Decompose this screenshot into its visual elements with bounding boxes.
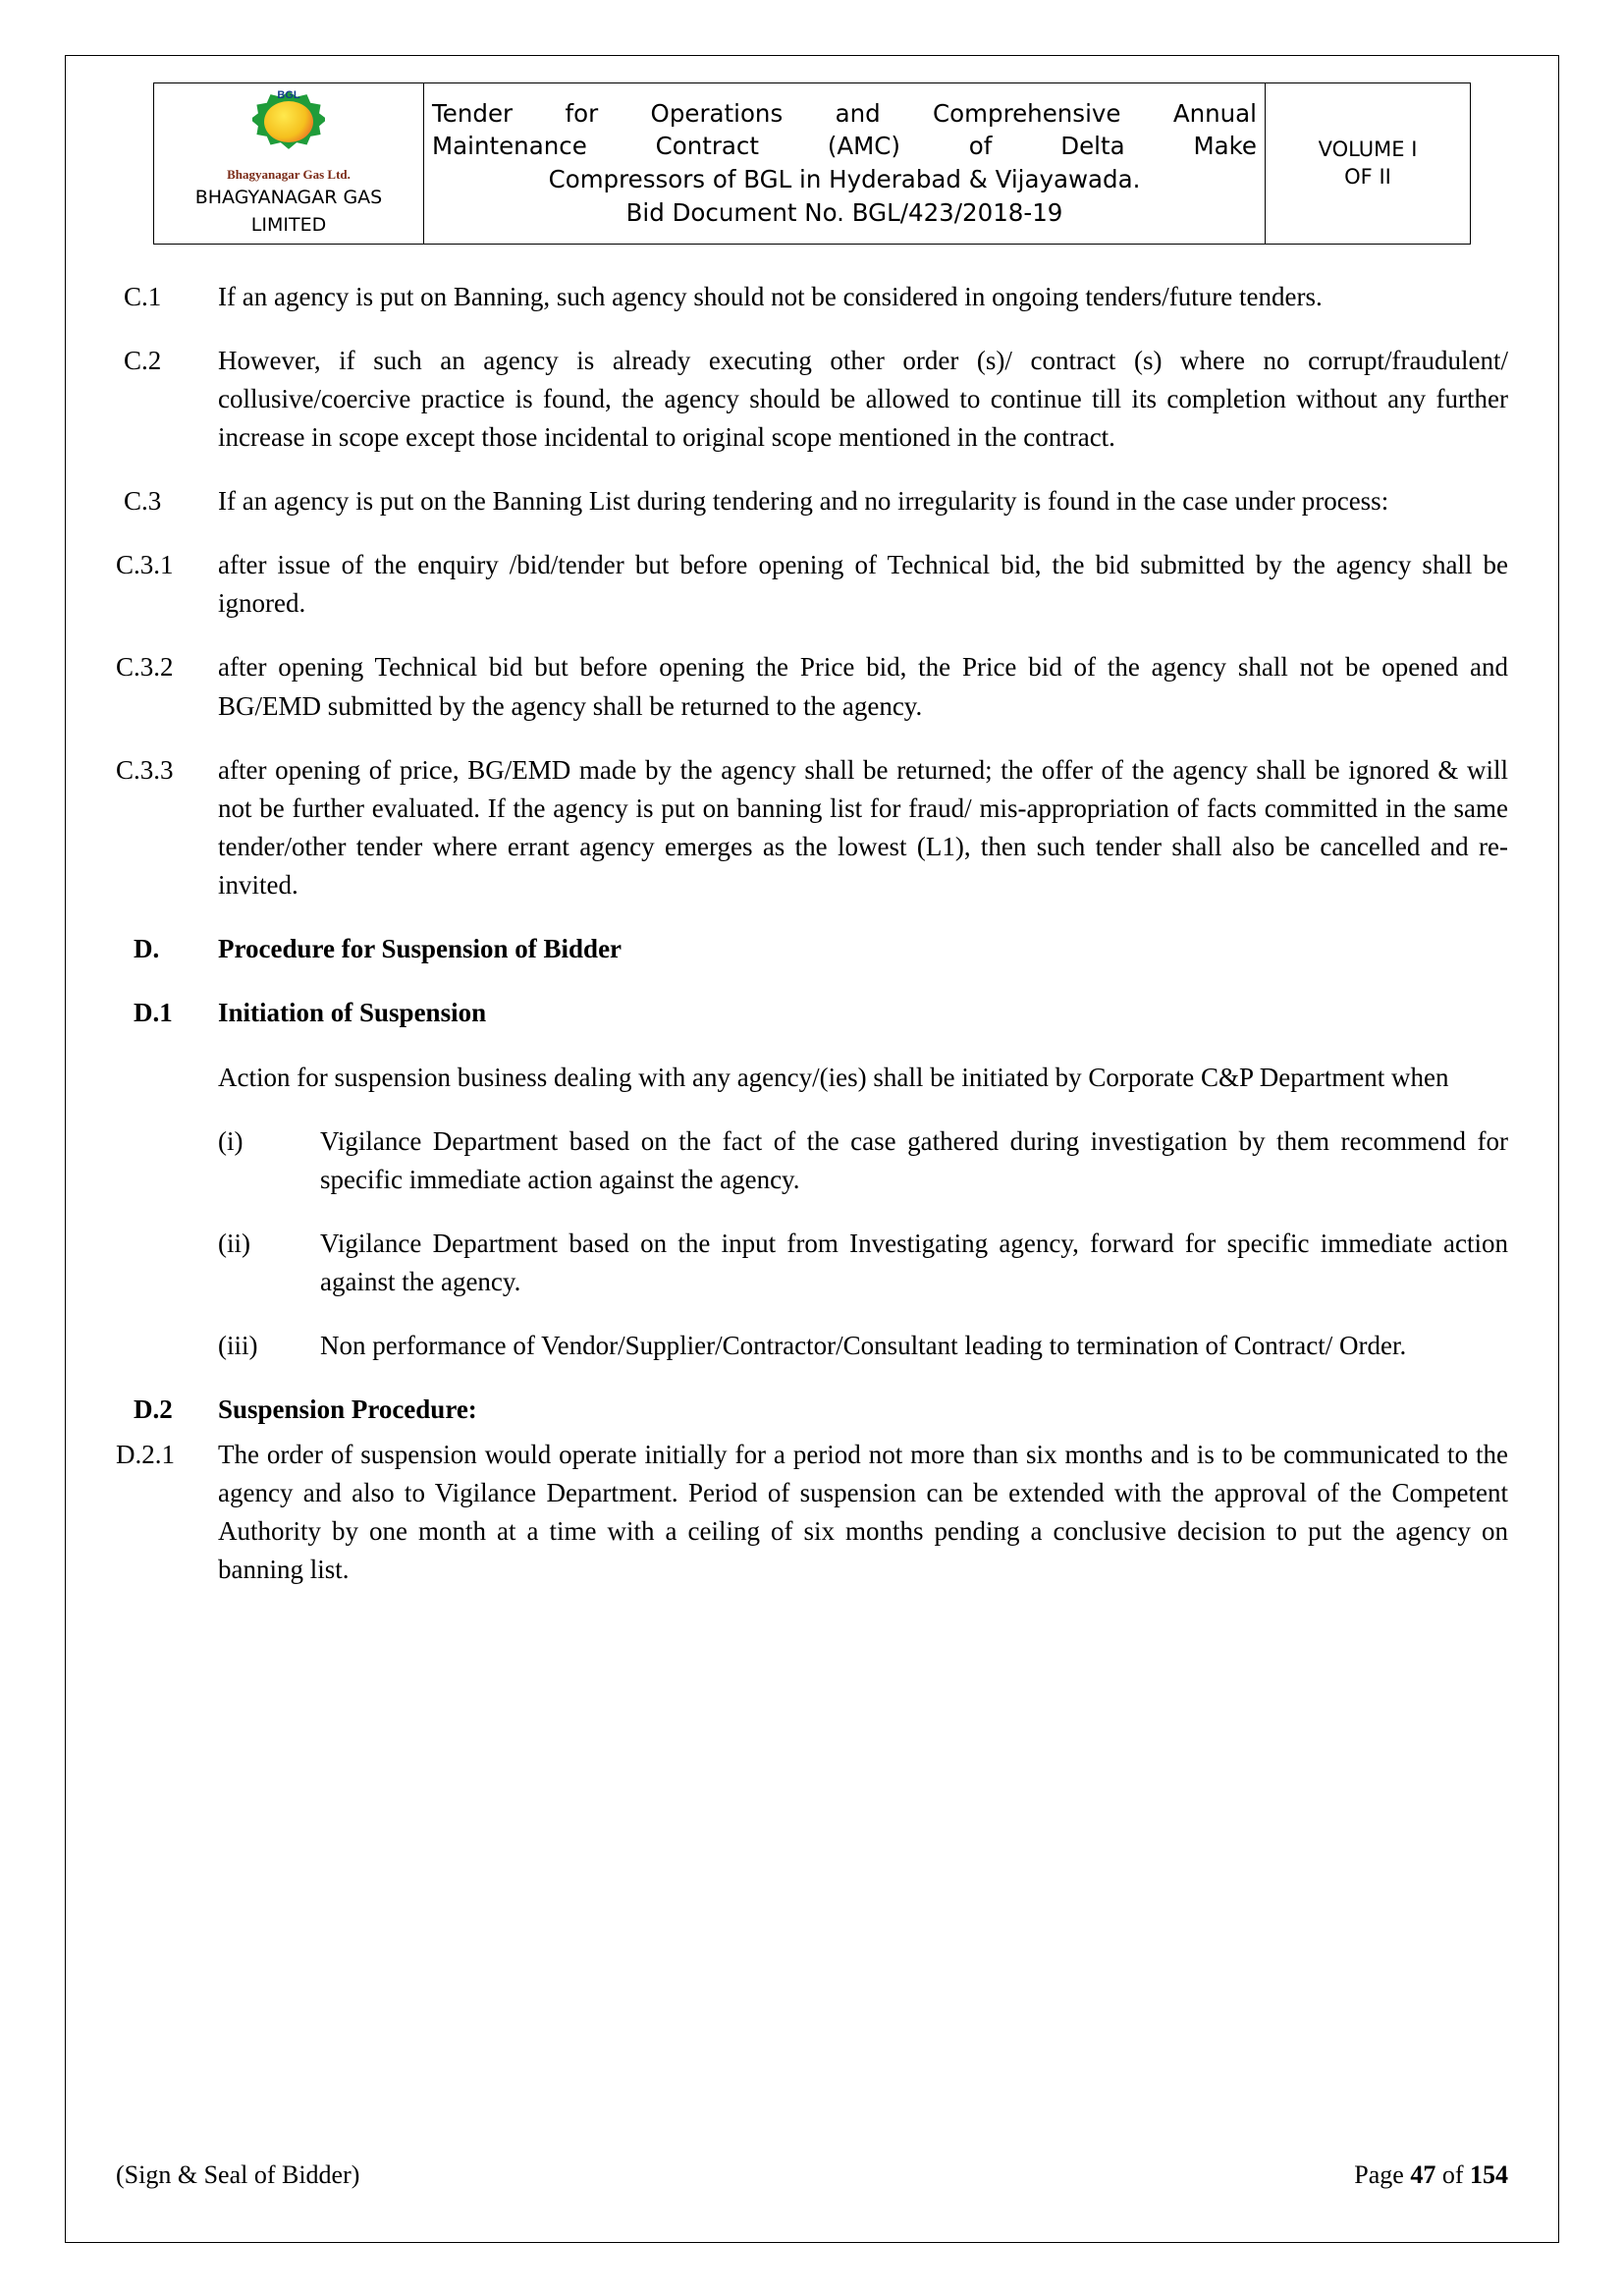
section-d2-number: D.2 [134, 1394, 173, 1425]
clause-c32-number: C.3.2 [116, 652, 174, 683]
clause-c3 [116, 482, 1508, 520]
list-item-ii-text: Vigilance Department based on the input from Investigating agency, forward for specific immediate action against the agency. [320, 1229, 1508, 1297]
logo-flame-shape [264, 101, 313, 142]
clause-c33-text: after opening of price, BG/EMD made by the agency shall be returned; the offer of the agency shall be ignored & will not be further evaluated. If the agency is put on banning list for fraud/ mis-appropriation of facts committed in the same tender/other tender where errant agency emerges as the lowest (L1), then such tender shall also be cancelled and re-invited. [218, 754, 1508, 901]
footer-sign-seal: (Sign & Seal of Bidder) [116, 2160, 360, 2189]
section-d-heading [116, 930, 1508, 968]
header-logo-cell [154, 83, 424, 245]
volume-line2: OF II [1344, 165, 1391, 190]
document-body [116, 278, 1508, 1590]
tender-title-line1: Tender for Operations and Comprehensive Annual [432, 98, 1257, 128]
clause-c1 [116, 278, 1508, 316]
clause-c3-number: C.3 [124, 486, 162, 517]
volume-line1: VOLUME I [1318, 137, 1418, 161]
bgl-logo-icon [235, 89, 343, 166]
logo-bgl-text: BGL [277, 89, 300, 101]
footer-of-label: of [1435, 2160, 1470, 2189]
tender-title-line2: Maintenance Contract (AMC) of Delta Make [432, 132, 1257, 161]
footer-page-label: Page [1354, 2160, 1411, 2189]
list-item-ii-number: (ii) [218, 1229, 250, 1259]
clause-c33-number: C.3.3 [116, 754, 174, 785]
section-d1-heading [116, 994, 1508, 1032]
section-d-title: Procedure for Suspension of Bidder [218, 934, 623, 964]
clause-c31 [116, 546, 1508, 623]
clause-c31-number: C.3.1 [116, 550, 174, 580]
header-volume-cell [1266, 83, 1471, 245]
clause-d21-text: The order of suspension would operate initially for a period not more than six months and is to be communicated to the agency and also to Vigilance Department. Period of suspension can be extended with the approval of the Competent Authority by one month at a time with a ceiling of six months pending a conclusive decision to put the agency on banning list. [218, 1439, 1508, 1585]
list-item-iii-number: (iii) [218, 1331, 258, 1361]
clause-d21 [116, 1436, 1508, 1590]
header-title-cell [424, 83, 1266, 245]
clause-c2 [116, 342, 1508, 457]
list-item-iii [218, 1327, 1508, 1365]
list-item-iii-text: Non performance of Vendor/Supplier/Contractor/Consultant leading to termination of Contract/ Order. [320, 1331, 1407, 1361]
header-row [154, 83, 1471, 245]
clause-c32-text: after opening Technical bid but before opening the Price bid, the Price bid of the agency shall not be opened and BG/EMD submitted by the agency shall be returned to the agency. [218, 652, 1508, 721]
clause-c1-number: C.1 [124, 281, 162, 311]
section-d-number: D. [134, 934, 160, 964]
clause-c2-text: However, if such an agency is already executing other order (s)/ contract (s) where no corrupt/fraudulent/ collusive/coercive practice is found, the agency should be allowed to continue till its completion without any further increase in scope except those incidental to original scope mentioned in the contract. [218, 345, 1508, 452]
list-item-i-number: (i) [218, 1125, 244, 1156]
footer-page-info [1354, 2160, 1508, 2190]
clause-c32 [116, 648, 1508, 725]
section-d2-heading [116, 1391, 1508, 1429]
section-d1-paragraph: Action for suspension business dealing with any agency/(ies) shall be initiated by Corporate C&P Department when [218, 1062, 1449, 1092]
clause-c2-number: C.2 [124, 345, 162, 375]
page-footer [116, 2160, 1508, 2190]
section-d1-number: D.1 [134, 998, 173, 1028]
page-content [65, 55, 1559, 2243]
footer-total-pages: 154 [1470, 2160, 1508, 2189]
tender-title-line3: Compressors of BGL in Hyderabad & Vijayawada. [548, 165, 1141, 194]
footer-page-number: 47 [1410, 2160, 1436, 2189]
clause-d21-number: D.2.1 [116, 1439, 175, 1469]
clause-c3-text: If an agency is put on the Banning List during tendering and no irregularity is found in the case under process: [218, 486, 1389, 517]
section-d1-title: Initiation of Suspension [218, 998, 487, 1028]
clause-c31-text: after issue of the enquiry /bid/tender but before opening of Technical bid, the bid submitted by the agency shall be ignored. [218, 550, 1508, 619]
header-table [153, 82, 1471, 245]
section-d2-title: Suspension Procedure: [218, 1394, 477, 1425]
list-item-i-text: Vigilance Department based on the fact of the case gathered during investigation by them recommend for specific immediate action against the agency. [320, 1125, 1508, 1194]
company-name-line1: BHAGYANAGAR GAS [194, 187, 383, 208]
bid-document-number: Bid Document No. BGL/423/2018-19 [625, 198, 1063, 228]
list-item-i [218, 1122, 1508, 1199]
clause-c1-text: If an agency is put on Banning, such agency should not be considered in ongoing tenders/future tenders. [218, 281, 1323, 311]
company-name-line2: LIMITED [250, 213, 327, 236]
clause-c33 [116, 751, 1508, 905]
logo-caption: Bhagyanagar Gas Ltd. [227, 167, 351, 182]
list-item-ii [218, 1225, 1508, 1301]
